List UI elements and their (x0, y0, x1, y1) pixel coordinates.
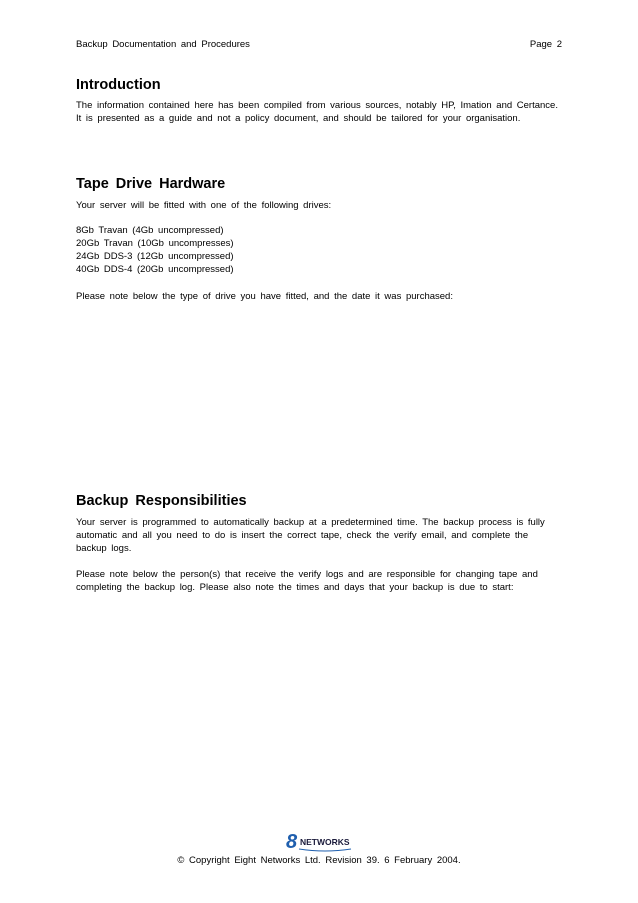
responsibilities-body: Your server is programmed to automatically backup at a predetermined time. The backup process is fully automatic and all you need to do is insert the correct tape, check the verify email, and complete the backup logs. (76, 517, 545, 554)
logo-digit: 8 (286, 831, 298, 852)
drive-item: 40Gb DDS-4 (20Gb uncompressed) (76, 264, 234, 275)
introduction-heading: Introduction (76, 77, 161, 93)
tape-drive-heading: Tape Drive Hardware (76, 176, 226, 192)
tape-drive-intro: Your server will be fitted with one of the following drives: (76, 200, 332, 211)
drive-item: 24Gb DDS-3 (12Gb uncompressed) (76, 251, 234, 262)
responsibilities-note: Please note below the person(s) that receive the verify logs and are responsible for changing tape and completing the backup log. Please also note the times and days that your backup is due to start: (76, 569, 538, 593)
page-number: Page 2 (529, 39, 562, 50)
logo-text: NETWORKS (300, 837, 350, 847)
page-header (76, 39, 562, 50)
introduction-body: The information contained here has been compiled from various sources, notably HP, Imation and Certance. It is presented as a guide and not a policy document, and should be tailored for your organisation. (76, 100, 558, 124)
tape-drive-note: Please note below the type of drive you have fitted, and the date it was purchased: (76, 291, 453, 302)
drive-item: 20Gb Travan (10Gb uncompresses) (76, 238, 234, 249)
drive-list (76, 224, 234, 276)
header-title: Backup Documentation and Procedures (76, 39, 250, 50)
copyright-footer: © Copyright Eight Networks Ltd. Revision 39. 6 February 2004. (177, 855, 461, 866)
eight-networks-logo (285, 830, 365, 852)
logo-icon (285, 830, 365, 852)
responsibilities-heading: Backup Responsibilities (76, 493, 247, 509)
drive-item: 8Gb Travan (4Gb uncompressed) (76, 225, 224, 236)
